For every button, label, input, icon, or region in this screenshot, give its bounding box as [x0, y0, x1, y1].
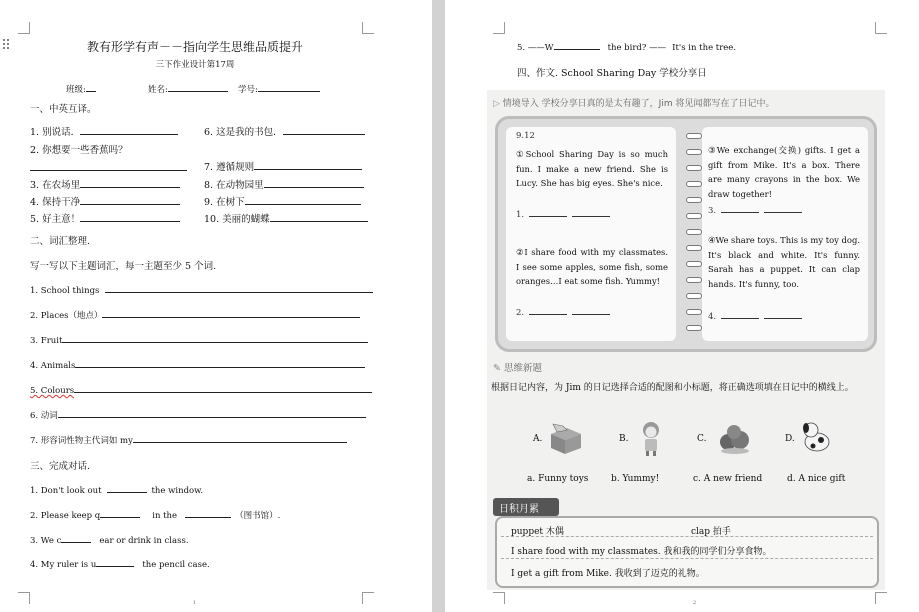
task-instruction: 根据日记内容，为 Jim 的日记选择合适的配图和小标题，将正确选项填在日记中的横线上。 — [491, 383, 854, 393]
spiral-ring-icon — [686, 229, 702, 235]
translation-item: 4. 保持干净 — [30, 194, 180, 208]
diary-blank[interactable]: 2. — [516, 307, 610, 318]
crop-mark — [875, 22, 887, 34]
example-sentence: I share food with my classmates. 我和我的同学们分享食物。 — [511, 547, 772, 557]
option-label: d. A nice gift — [787, 474, 846, 484]
vocab-topic: 4. Animals — [30, 358, 365, 371]
translation-item: 5. 好主意！ — [30, 211, 180, 225]
translation-item: 8. 在动物园里 — [204, 177, 364, 191]
spiral-ring-icon — [686, 309, 702, 315]
translation-item: 6. 这是我的书包． — [204, 124, 365, 138]
diary-paragraph: ①School Sharing Day is so much fun. I make a new friend. She is Lucy. She has big eyes. She's nice. — [516, 149, 668, 188]
spiral-ring-icon — [686, 165, 702, 171]
spiral-ring-icon — [686, 197, 702, 203]
vocab-topic: 1. School things — [30, 283, 373, 296]
vocab-topic: 6. 动词 — [30, 408, 366, 421]
spiral-ring-icon — [686, 149, 702, 155]
option-letter: B. — [619, 434, 629, 444]
answer-line[interactable] — [30, 170, 187, 171]
spiral-ring-icon — [686, 245, 702, 251]
spiral-ring-icon — [686, 213, 702, 219]
vocab-word: clap 拍手 — [691, 527, 731, 537]
student-number-field[interactable]: 学号: — [238, 82, 320, 95]
crop-mark — [362, 592, 374, 604]
translation-item: 1. 别说话． — [30, 124, 178, 138]
option-label: c. A new friend — [693, 474, 763, 484]
translation-item: 9. 在树下 — [204, 194, 361, 208]
accumulation-tag: 日积月累 — [493, 498, 559, 516]
spiral-ring-icon — [686, 277, 702, 283]
textbook-scan — [487, 90, 885, 590]
vocab-word: puppet 木偶 — [511, 527, 564, 537]
diary-date: 9.12 — [516, 131, 535, 141]
divider — [501, 558, 873, 559]
diary-paragraph: ④We share toys. This is my toy dog. It's black and white. It's funny. Sarah has a puppet. It can clap hands. It's funny, too. — [708, 235, 860, 289]
dialogue-item: 2. Please keep q in the （图书馆）. — [30, 508, 280, 521]
class-field[interactable]: 班级: — [66, 82, 96, 95]
crop-mark — [493, 592, 505, 604]
option-letter: D. — [785, 434, 795, 444]
crop-mark — [362, 22, 374, 34]
diary-paragraph: ③We exchange(交换) gifts. I get a gift from Mike. It's a box. There are many crayons in the box. We draw together! — [708, 145, 860, 199]
dialogue-item: 3. We c ear or drink in class. — [30, 533, 189, 546]
play-icon: ▷ — [493, 99, 503, 109]
toy-dog-icon — [797, 420, 837, 456]
example-sentence: I get a gift from Mike. 我收到了迈克的礼物。 — [511, 569, 705, 579]
vocab-topic: 5. Colours — [30, 383, 372, 396]
page-number: 2 — [693, 600, 697, 606]
page-number: 1 — [193, 600, 197, 606]
section-heading: 一、中英互译。 — [30, 104, 97, 115]
girl-icon — [631, 420, 671, 456]
accumulation-box — [495, 516, 879, 588]
worksheet-page-1 — [0, 0, 432, 612]
spiral-ring-icon — [686, 261, 702, 267]
dialogue-item: 4. My ruler is u the pencil case. — [30, 557, 210, 570]
option-label: a. Funny toys — [527, 474, 589, 484]
option-letter: A. — [533, 434, 543, 444]
section-heading: 二、词汇整理. — [30, 236, 91, 247]
gift-box-icon — [545, 420, 585, 456]
lightbulb-icon: ✎ — [493, 363, 504, 374]
crop-mark — [875, 592, 887, 604]
section-heading: 三、完成对话. — [30, 461, 91, 472]
name-field[interactable]: 姓名: — [148, 82, 228, 95]
option-label: b. Yummy! — [611, 474, 660, 484]
page-title: 教有形学有声－－指向学生思维品质提升 — [86, 40, 303, 54]
vocab-topic: 3. Fruit — [30, 333, 368, 346]
crop-mark — [493, 22, 505, 34]
crop-mark — [18, 592, 30, 604]
diary-blank[interactable]: 4. — [708, 311, 802, 322]
spiral-ring-icon — [686, 293, 702, 299]
vocab-topic: 2. Places（地点） — [30, 308, 360, 321]
divider — [501, 536, 873, 537]
translation-item: 2. 你想要一些香蕉吗？ — [30, 145, 128, 156]
section-heading: 四、作文. School Sharing Day 学校分享日 — [517, 68, 707, 79]
fruit-icon — [715, 420, 755, 456]
crop-mark — [18, 22, 30, 34]
diary-paragraph: ②I share food with my classmates. I see some apples, some fish, some oranges…I eat some fish. Yummy! — [516, 247, 668, 286]
translation-item: 7. 遵循规则 — [204, 159, 362, 173]
translation-item: 3. 在农场里 — [30, 177, 180, 191]
intro-text: ▷ 情境导入 学校分享日真的是太有趣了，Jim 将见闻都写在了日记中。 — [493, 99, 775, 109]
translation-item: 10. 美丽的蝴蝶 — [204, 211, 368, 225]
spiral-ring-icon — [686, 181, 702, 187]
dialogue-item: 5. ——W the bird? —— It's in the tree. — [517, 40, 736, 53]
page-gutter — [432, 0, 445, 612]
page-subtitle: 三下作业设计第17周 — [155, 60, 235, 70]
vocab-topic: 7. 形容词性物主代词如 my — [30, 433, 347, 446]
spiral-ring-icon — [686, 325, 702, 331]
section-instruction: 写一写以下主题词汇，每一主题至少 5 个词. — [30, 261, 217, 272]
spiral-ring-icon — [686, 133, 702, 139]
option-letter: C. — [697, 434, 707, 444]
diary-blank[interactable]: 1. — [516, 209, 610, 220]
worksheet-page-2 — [445, 0, 919, 612]
diary-blank[interactable]: 3. — [708, 205, 802, 216]
think-heading: ✎ 思维新题 — [493, 363, 542, 374]
diary-notebook — [495, 116, 877, 352]
dialogue-item: 1. Don't look out the window. — [30, 483, 203, 496]
